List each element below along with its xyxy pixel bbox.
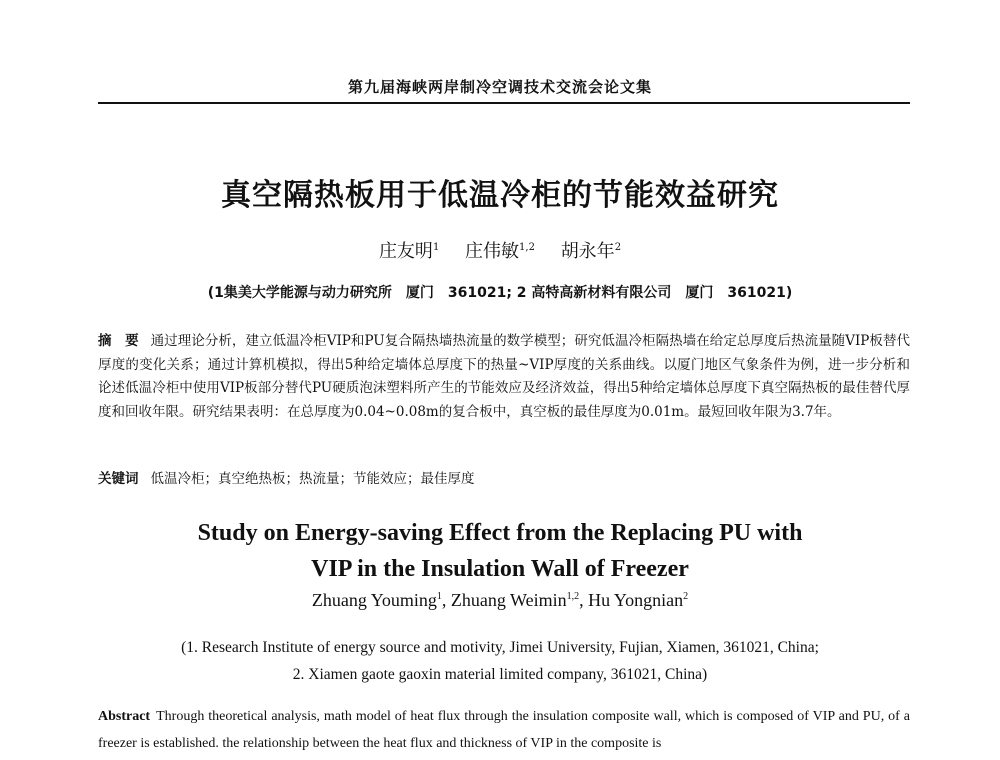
authors-en: Zhuang Youming$^1$, Zhuang Weimin$^{1,2}$, Hu Yongnian$^2$ [311,590,689,610]
header-divider [98,102,910,104]
abstract-cn-label: 摘 要 [98,333,139,349]
abstract-en [98,703,910,757]
keywords-cn-label: 关键词 [98,471,139,487]
authors-cn [0,237,1000,263]
keywords-cn [98,468,910,490]
affiliation-en-line-2: 2. Xiamen gaote gaoxin material limited company, 361021, China) [292,666,708,683]
affiliation-cn: (1集美大学能源与动力研究所 厦门 361021; 2 高特高新材料有限公司 厦门 361021) [207,285,793,301]
author-cn-3: 胡永年$^2$ [560,241,622,262]
title-en-line-1: Study on Energy-saving Effect from the Replacing PU with [197,520,803,546]
affiliation-en-line-1: (1. Research Institute of energy source and motivity, Jimei University, Fujian, Xiamen, 361021, China; [181,639,819,656]
paper-title-cn: 真空隔热板用于低温冷柜的节能效益研究 [221,178,779,213]
author-en-1: Zhuang Youming$^1$ [311,590,442,610]
author-en-2: Zhuang Weimin$^{1,2}$ [450,590,580,610]
abstract-en-text: Through theoretical analysis, math model of heat flux through the insulation composite wall, which is composed of VIP and PU, of a freezer is established. the relationship between the heat flux and thickness of VIP in the composite is [98,709,910,751]
author-cn-1: 庄友明$^1$ [378,241,440,262]
paper-title-en [0,515,1000,587]
title-en-line-2: VIP in the Insulation Wall of Freezer [311,556,689,582]
abstract-cn-text: 通过理论分析，建立低温冷柜VIP和PU复合隔热墙热流量的数学模型；研究低温冷柜隔热墙在给定总厚度后热流量随VIP板替代厚度的变化关系；通过计算机模拟，得出5种给定墙体总厚度下的热量~VIP厚度的关系曲线。以厦门地区气象条件为例，进一步分析和论述低温冷柜中使用VIP板部分替代PU硬质泡沫塑料所产生的节能效应及经济效益，得出5种给定墙体总厚度下真空隔热板的最佳替代厚度和回收年限。研究结果表明：在总厚度为0.04~0.08m的复合板中，真空板的最佳厚度为0.01m。最短回收年限为3.7年。 [98,333,911,420]
author-cn-2: 庄伟敏$^{1,2}$ [465,241,535,262]
proceedings-header: 第九届海峡两岸制冷空调技术交流会论文集 [347,78,652,96]
abstract-cn [98,330,910,424]
affiliation-en [0,634,1000,688]
abstract-en-label: Abstract [98,709,151,724]
keywords-cn-text: 低温冷柜；真空绝热板；热流量；节能效应；最佳厚度 [150,471,475,487]
author-en-3: Hu Yongnian$^2$ [588,590,689,610]
